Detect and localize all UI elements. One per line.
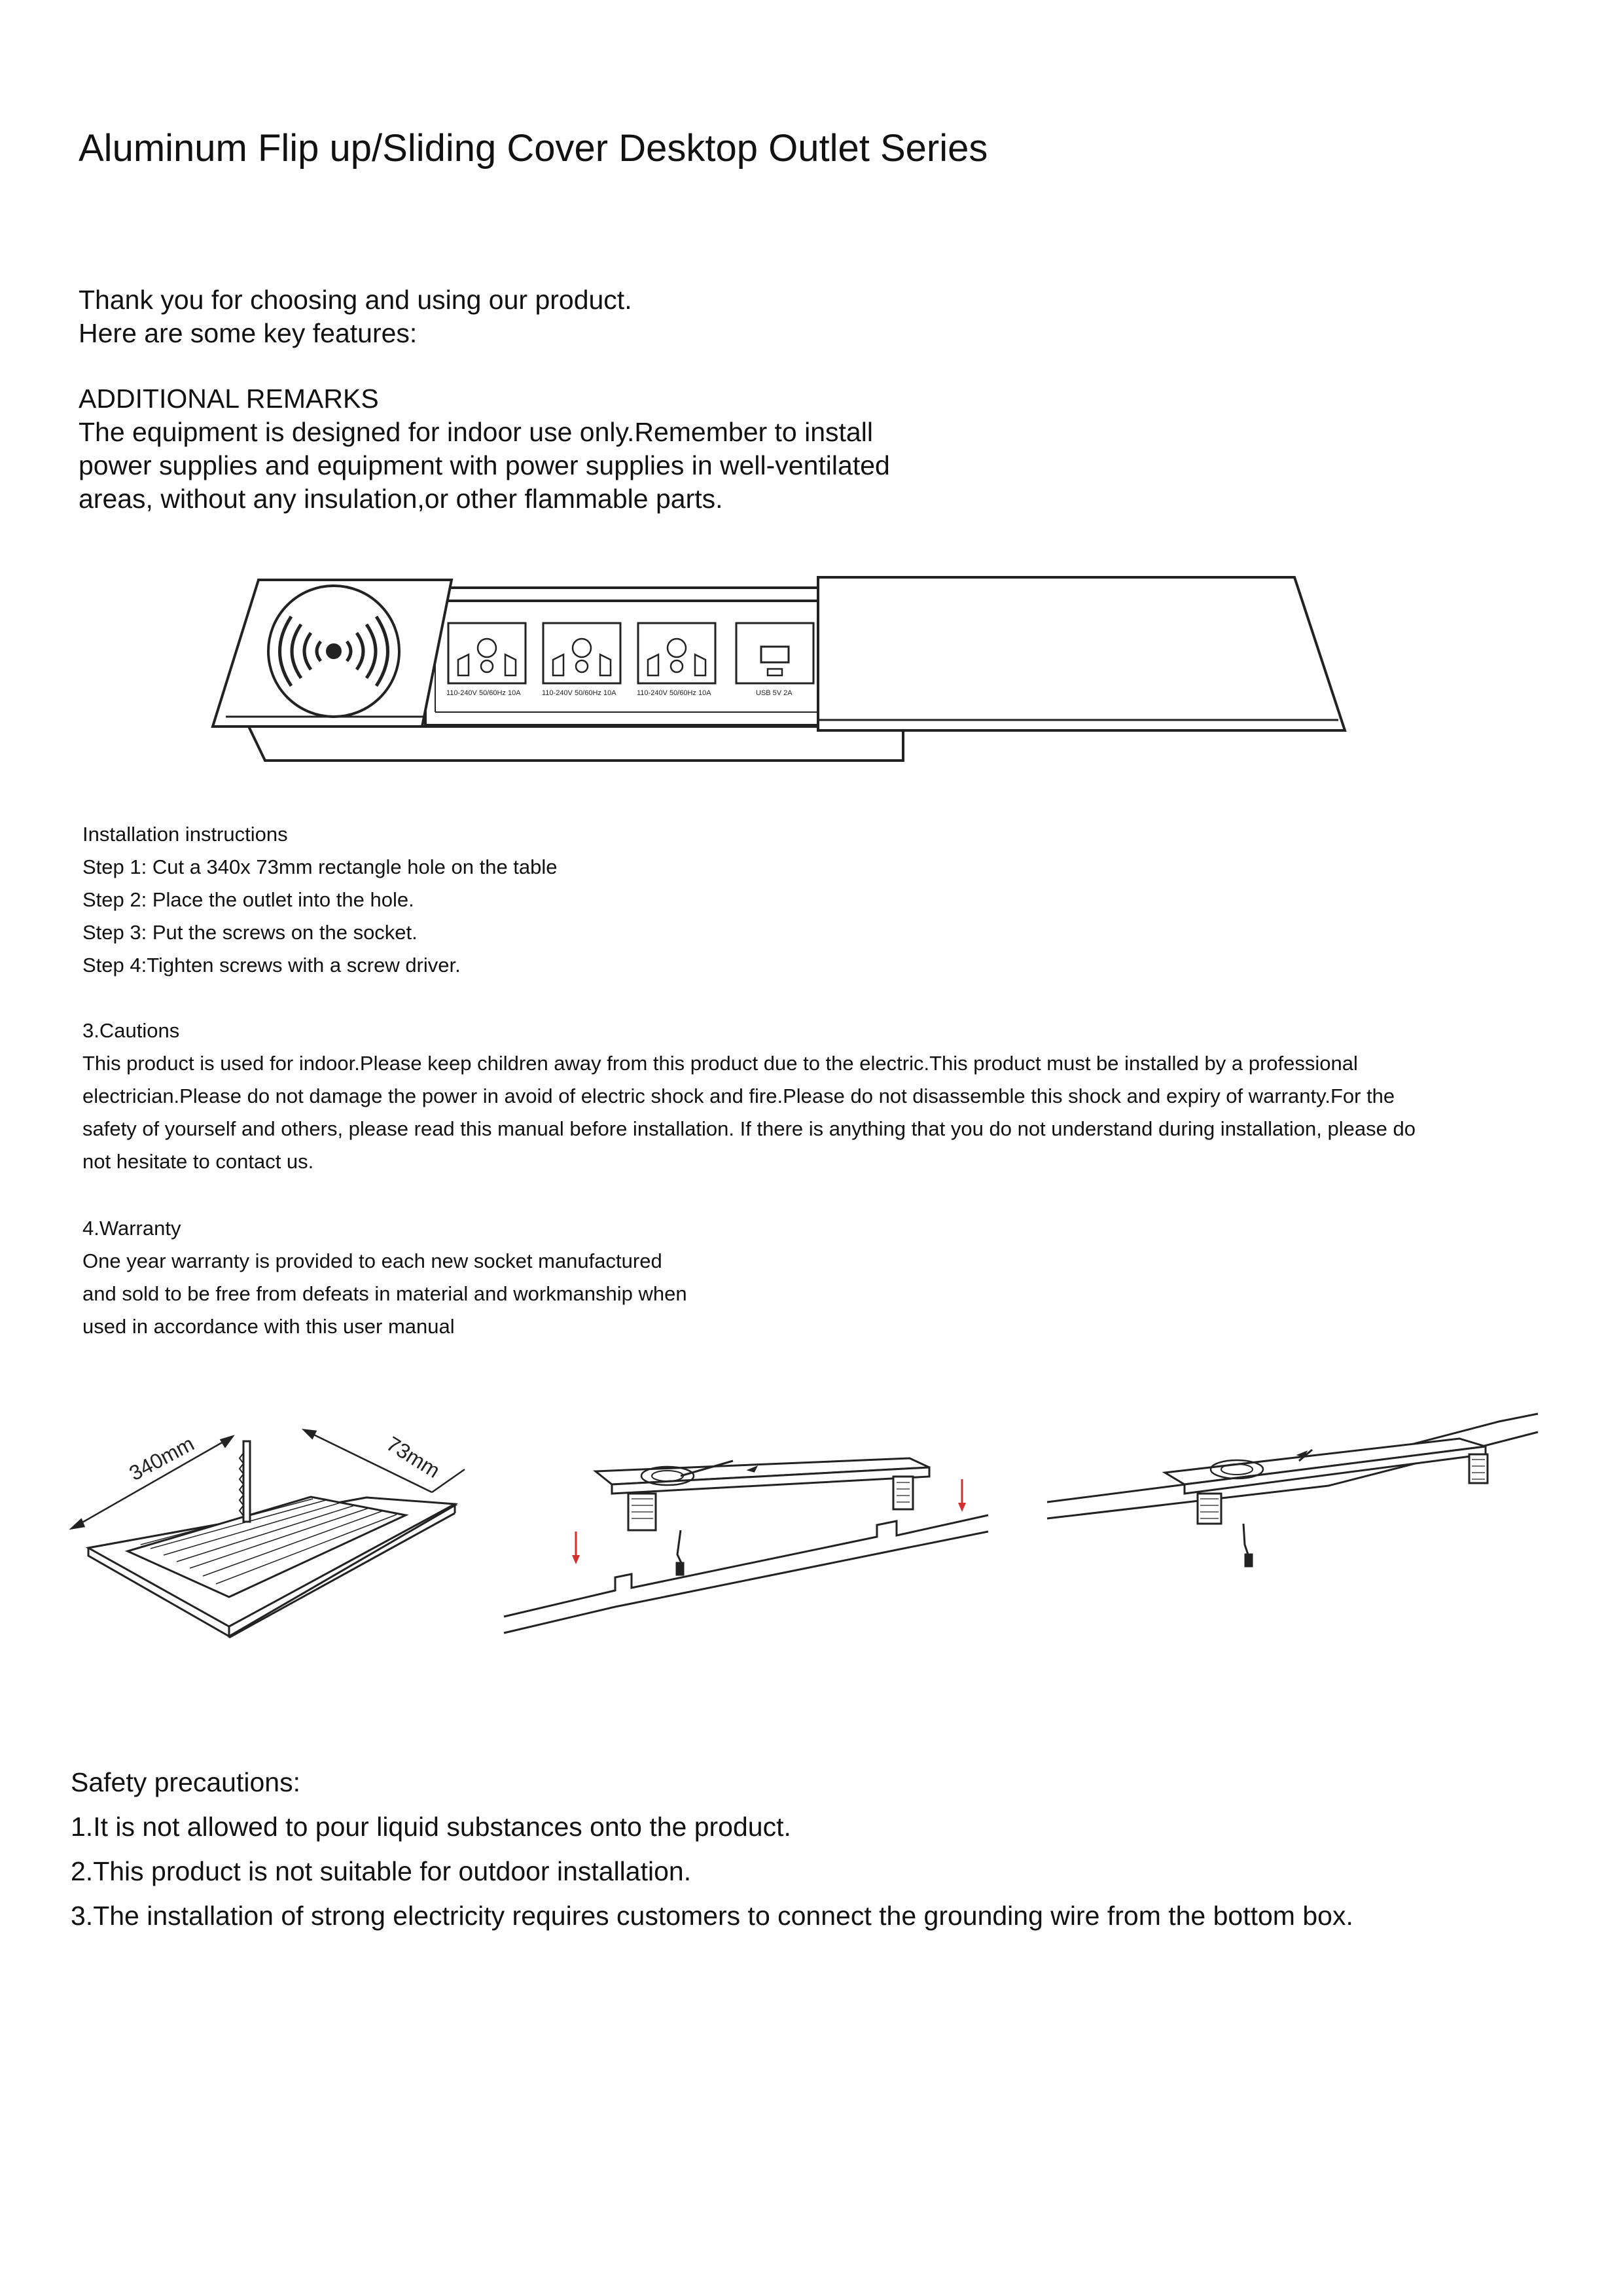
cautions-heading: 3.Cautions bbox=[82, 1019, 180, 1042]
safety-item-1: 1.It is not allowed to pour liquid substances onto the product. bbox=[71, 1812, 791, 1842]
page-title: Aluminum Flip up/Sliding Cover Desktop Outlet Series bbox=[79, 127, 988, 170]
product-illustration bbox=[209, 569, 1361, 772]
warranty-heading: 4.Warranty bbox=[82, 1217, 181, 1240]
cautions-line-1: This product is used for indoor.Please keep children away from this product due to the electric.This product must be installed by a professional bbox=[82, 1052, 1358, 1075]
intro-line-2: Here are some key features: bbox=[79, 318, 418, 348]
warranty-line-1: One year warranty is provided to each new socket manufactured bbox=[82, 1249, 662, 1272]
installation-step-2: Step 2: Place the outlet into the hole. bbox=[82, 888, 414, 911]
dimension-width-label: 73mm bbox=[382, 1431, 444, 1483]
safety-item-3: 3.The installation of strong electricity requires customers to connect the grounding wire from the bottom box. bbox=[71, 1901, 1353, 1931]
warranty-line-2: and sold to be free from defeats in material and workmanship when bbox=[82, 1282, 687, 1305]
safety-item-2: 2.This product is not suitable for outdoor installation. bbox=[71, 1856, 692, 1886]
cautions-line-3: safety of yourself and others, please read this manual before installation. If there is anything that you do not understand during installation, please do bbox=[82, 1117, 1416, 1140]
remarks-line-1: The equipment is designed for indoor use only.Remember to install bbox=[79, 417, 873, 447]
intro-line-1: Thank you for choosing and using our product. bbox=[79, 285, 632, 315]
installed-diagram bbox=[1041, 1414, 1538, 1584]
placement-diagram bbox=[504, 1440, 988, 1636]
installation-heading: Installation instructions bbox=[82, 823, 288, 846]
cautions-line-2: electrician.Please do not damage the power in avoid of electric shock and fire.Please do not disassemble this shock and expiry of warranty.For the bbox=[82, 1085, 1395, 1107]
dimension-length-label: 340mm bbox=[125, 1431, 198, 1486]
socket-label-1: 110-240V 50/60Hz 10A bbox=[446, 689, 521, 697]
remarks-line-2: power supplies and equipment with power supplies in well-ventilated bbox=[79, 450, 890, 480]
remarks-line-3: areas, without any insulation,or other flammable parts. bbox=[79, 484, 723, 514]
cautions-line-4: not hesitate to contact us. bbox=[82, 1150, 314, 1173]
warranty-line-3: used in accordance with this user manual bbox=[82, 1315, 455, 1338]
cutting-diagram bbox=[65, 1401, 471, 1649]
installation-step-4: Step 4:Tighten screws with a screw driver. bbox=[82, 954, 461, 977]
installation-step-1: Step 1: Cut a 340x 73mm rectangle hole on the table bbox=[82, 855, 558, 878]
usb-label: USB 5V 2A bbox=[756, 689, 793, 697]
safety-heading: Safety precautions: bbox=[71, 1767, 300, 1797]
socket-label-2: 110-240V 50/60Hz 10A bbox=[542, 689, 616, 697]
remarks-heading: ADDITIONAL REMARKS bbox=[79, 384, 379, 414]
installation-step-3: Step 3: Put the screws on the socket. bbox=[82, 921, 418, 944]
socket-label-3: 110-240V 50/60Hz 10A bbox=[637, 689, 711, 697]
